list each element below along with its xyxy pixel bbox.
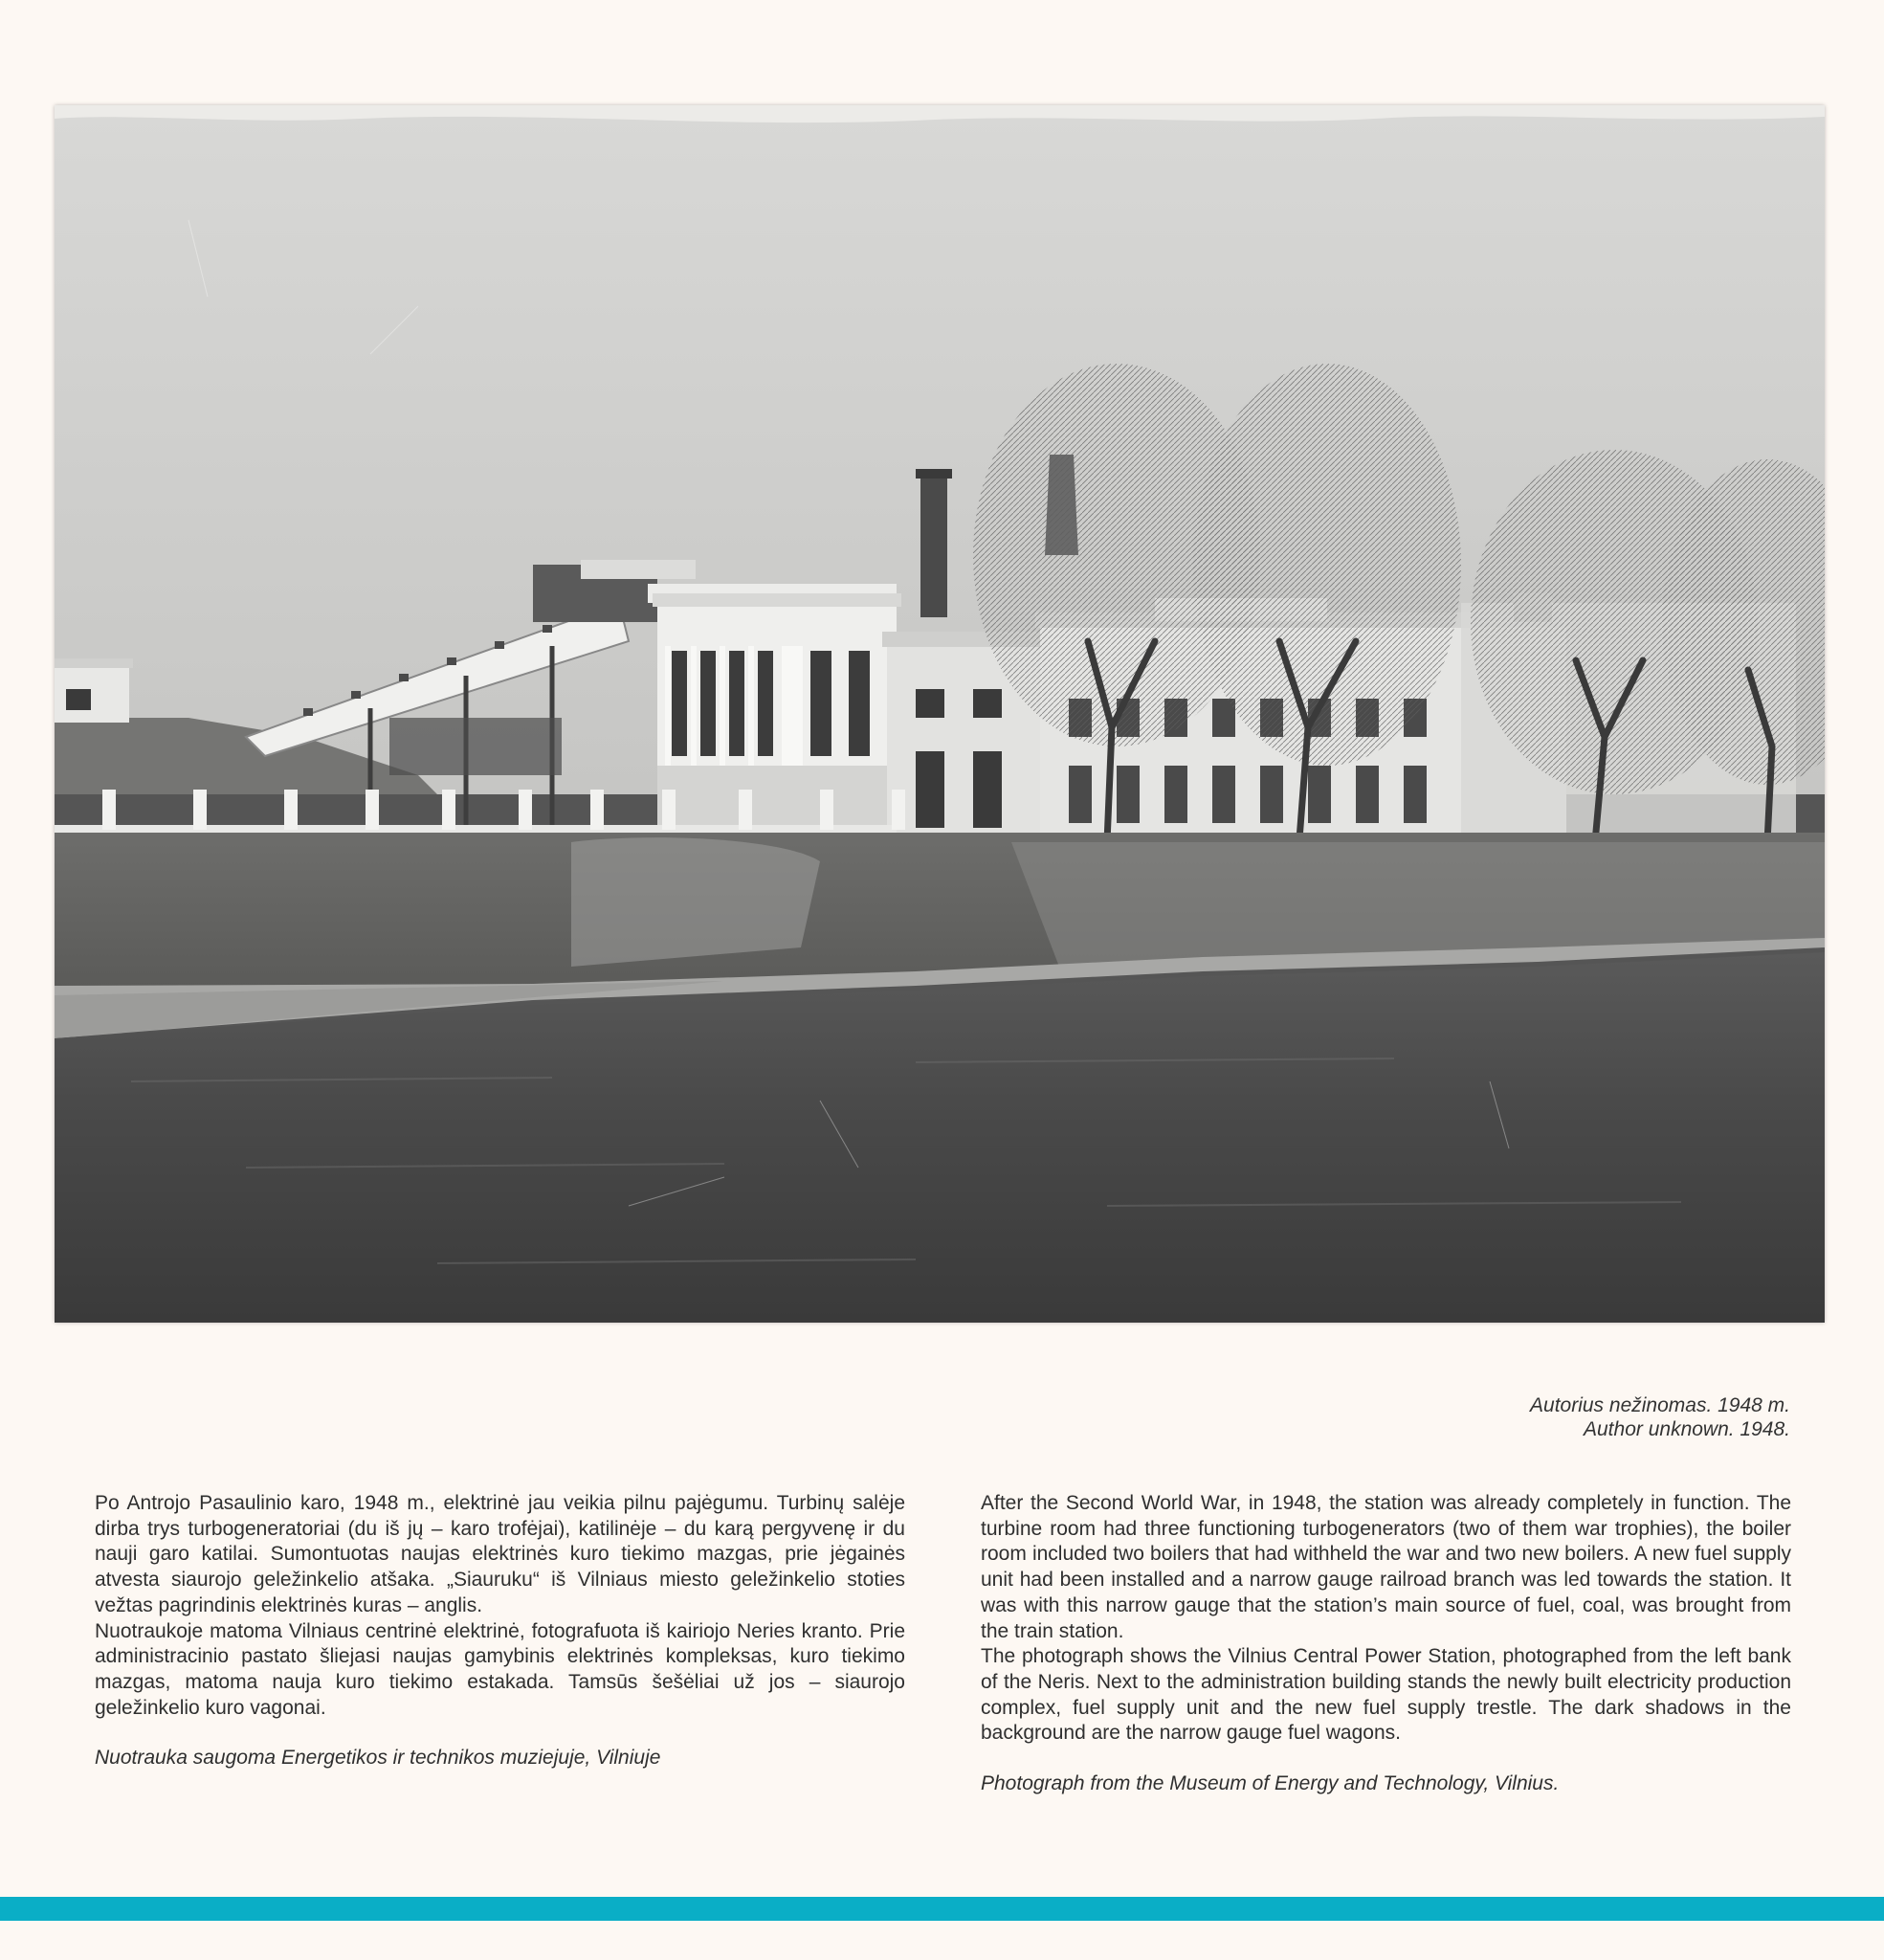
lt-paragraph-1: Po Antrojo Pasaulinio karo, 1948 m., elektrinė jau veikia pilnu pajėgumu. Turbinų salėje dirba trys turbogeneratoriai (du iš jų – karo trofėjai), katilinėje – du karą pergyvenę ir du nauji garo katilai. Sumontuotas naujas elektrinės kuro tiekimo mazgas, prie jėgainės atvesta siaurojo geležinkelio atšaka. „Siauruku“ iš Vilniaus miesto geležinkelio stoties vežtas pagrindinis elektrinės kuras – anglis. <box>95 1492 905 1616</box>
credit-en: Author unknown. 1948. <box>1584 1418 1790 1440</box>
photo-credit <box>1530 1393 1790 1441</box>
historical-photograph <box>55 105 1825 1323</box>
en-paragraph-2: The photograph shows the Vilnius Central Power Station, photographed from the left bank of the Neris. Next to the administration building stands the newly built electricity production complex, fuel supply unit and the new fuel supply trestle. The dark shadows in the background are the narrow gauge fuel wagons. <box>981 1645 1791 1745</box>
english-text-column <box>981 1491 1791 1797</box>
lt-paragraph-2: Nuotraukoje matoma Vilniaus centrinė elektrinė, fotografuota iš kairiojo Neries kranto. Prie administracinio pastato šliejasi naujas gamybinis elektrinės kompleksas, kuro tiekimo mazgas, matoma nauja kuro tiekimo estakada. Tamsūs šešėliai už jos – siaurojo geležinkelio kuro vagonai. <box>95 1619 905 1719</box>
lt-photo-source: Nuotrauka saugoma Energetikos ir technikos muziejuje, Vilniuje <box>95 1747 661 1770</box>
en-photo-source: Photograph from the Museum of Energy and Technology, Vilnius. <box>981 1772 1560 1795</box>
credit-lt: Autorius nežinomas. 1948 m. <box>1530 1394 1790 1416</box>
lithuanian-text-column <box>95 1491 905 1771</box>
en-paragraph-1: After the Second World War, in 1948, the station was already completely in function. The turbine room had three functioning turbogenerators (two of them war trophies), the boiler room included two boilers that had withheld the war and two new boilers. A new fuel supply unit had been installed and a narrow gauge railroad branch was led towards the station. It was with this narrow gauge that the station’s main source of fuel, coal, was brought from the train station. <box>981 1492 1791 1642</box>
bottom-accent-bar <box>0 1897 1884 1921</box>
